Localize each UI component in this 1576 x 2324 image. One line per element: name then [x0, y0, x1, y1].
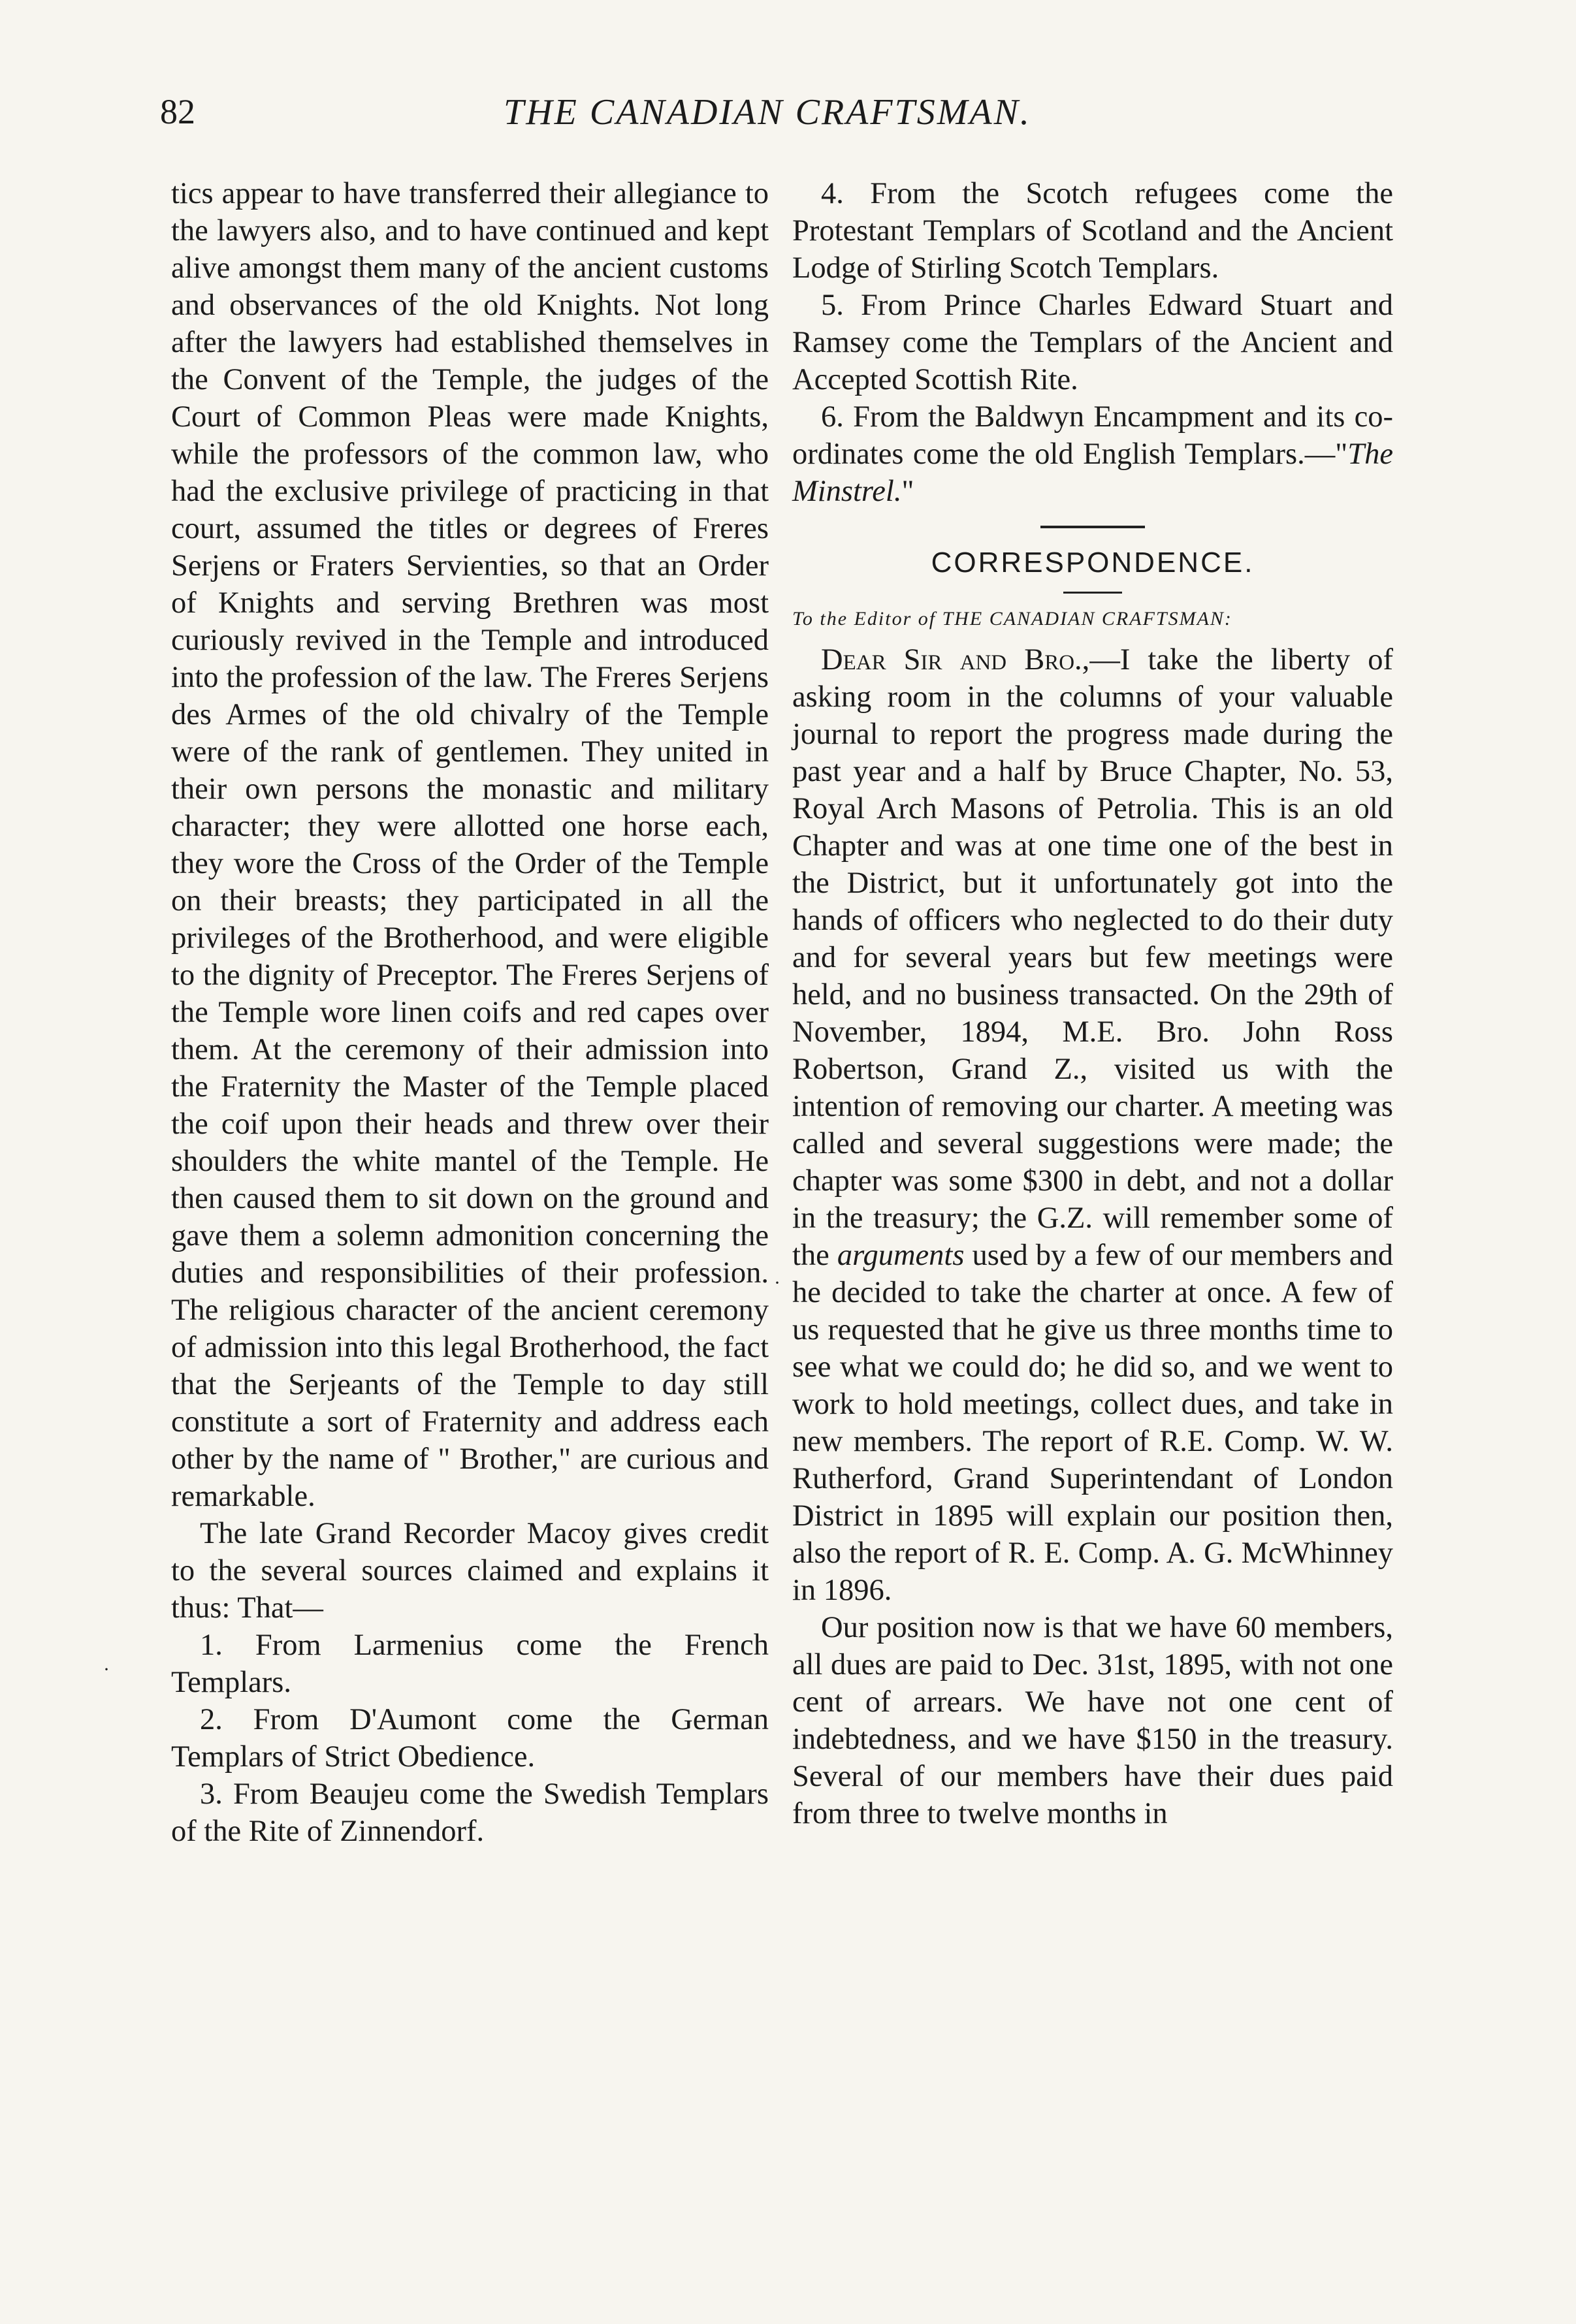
right-column: [792, 175, 1393, 1832]
list-item: 2. From D'Aumont come the German Templars of Strict Obedience.: [171, 1703, 769, 1774]
letter-paragraph: [792, 641, 1393, 1609]
source-citation: The Minstrel.: [792, 438, 1393, 508]
section-divider: [1040, 526, 1145, 528]
closing-quote: ": [901, 475, 914, 508]
margin-mark: ·: [103, 1659, 110, 1680]
list-item: 1. From Larmenius come the French Templars.: [171, 1629, 769, 1699]
section-heading: CORRESPONDENCE.: [931, 547, 1255, 579]
margin-mark: ·: [774, 1272, 780, 1294]
item-text: 6. From the Baldwyn Encampment and its co-ordinates come the old English Templars.—": [792, 400, 1393, 471]
left-column: [171, 175, 769, 1850]
letter-paragraph: Our position now is that we have 60 members, all dues are paid to Dec. 31st, 1895, with not one cent of arrears. We have not one cent of indebtedness, and we have $150 in the treasury. Several of our members have their dues paid from three to twelve months in: [792, 1611, 1393, 1830]
body-paragraph: The late Grand Recorder Macoy gives credit to the several sources claimed and explains it thus: That—: [171, 1517, 769, 1625]
greeting: Dear Sir and Bro.,: [821, 643, 1090, 677]
body-paragraph: tics appear to have transferred their allegiance to the lawyers also, and to have continued and kept alive amongst them many of the ancient customs and observances of the old Knights. Not long after the lawyers had established themselves in the Convent of the Temple, the judges of the Court of Common Pleas were made Knights, while the professors of the common law, who had the exclusive privilege of practicing in that court, assumed the titles or degrees of Freres Serjens or Fraters Servienties, so that an Order of Knights and serving Brethren was most curiously revived in the Temple and introduced into the profession of the law. The Freres Serjens des Armes of the old chivalry of the Temple were of the rank of gentlemen. They united in their own persons the monastic and military character; they were allotted one horse each, they wore the Cross of the Order of the Temple on their breasts; they participated in all the privileges of the Brotherhood, and were eligible to the dignity of Preceptor. The Freres Serjens of the Temple wore linen coifs and red capes over them. At the ceremony of their admission into the Fraternity the Master of the Temple placed the coif upon their heads and threw over their shoulders the white mantel of the Temple. He then caused them to sit down on the ground and gave them a solemn admonition concerning the duties and responsibilities of their profession. The religious character of the ancient ceremony of admission into this legal Brotherhood, the fact that the Serjeants of the Temple to day still constitute a sort of Fraternity and address each other by the name of " Brother," are curious and remarkable.: [171, 177, 769, 1513]
letter-text: used by a few of our members and he decided to take the charter at once. A few of us requested that he give us three months time to see what we could do; he did so, and we went to work to hold meetings, collect dues, and take in new members. The report of R.E. Comp. W. W. Rutherford, Grand Superintendant of London District in 1895 will explain our position then, also the report of R. E. Comp. A. G. McWhinney in 1896.: [792, 1239, 1394, 1607]
list-item: [792, 398, 1393, 510]
list-item: 5. From Prince Charles Edward Stuart and Ramsey come the Templars of the Ancient and Accepted Scottish Rite.: [792, 289, 1393, 396]
list-item: 4. From the Scotch refugees come the Protestant Templars of Scotland and the Ancient Lodge of Stirling Scotch Templars.: [792, 177, 1393, 285]
emphasis: arguments: [837, 1239, 965, 1272]
heading-underline: [1063, 592, 1122, 594]
page-header: [160, 91, 1375, 144]
letter-text: —I take the liberty of asking room in the columns of your valuable journal to report the progress made during the past year and a half by Bruce Chapter, No. 53, Royal Arch Masons of Petrolia. This is an old Chapter and was at one time one of the best in the District, but it unfortunately got into the hands of officers who neglected to do their duty and for several years but few meetings were held, and no business transacted. On the 29th of November, 1894, M.E. Bro. John Ross Robertson, Grand Z., visited us with the intention of removing our charter. A meeting was called and several suggestions were made; the chapter was some $300 in debt, and not a dollar in the treasury; the G.Z. will remember some of the: [792, 643, 1394, 1272]
salutation: To the Editor of THE CANADIAN CRAFTSMAN:: [792, 608, 1232, 629]
list-item: 3. From Beaujeu come the Swedish Templars of the Rite of Zinnendorf.: [171, 1777, 769, 1848]
running-title: THE CANADIAN CRAFTSMAN.: [504, 92, 1031, 133]
page-number: 82: [160, 92, 195, 131]
